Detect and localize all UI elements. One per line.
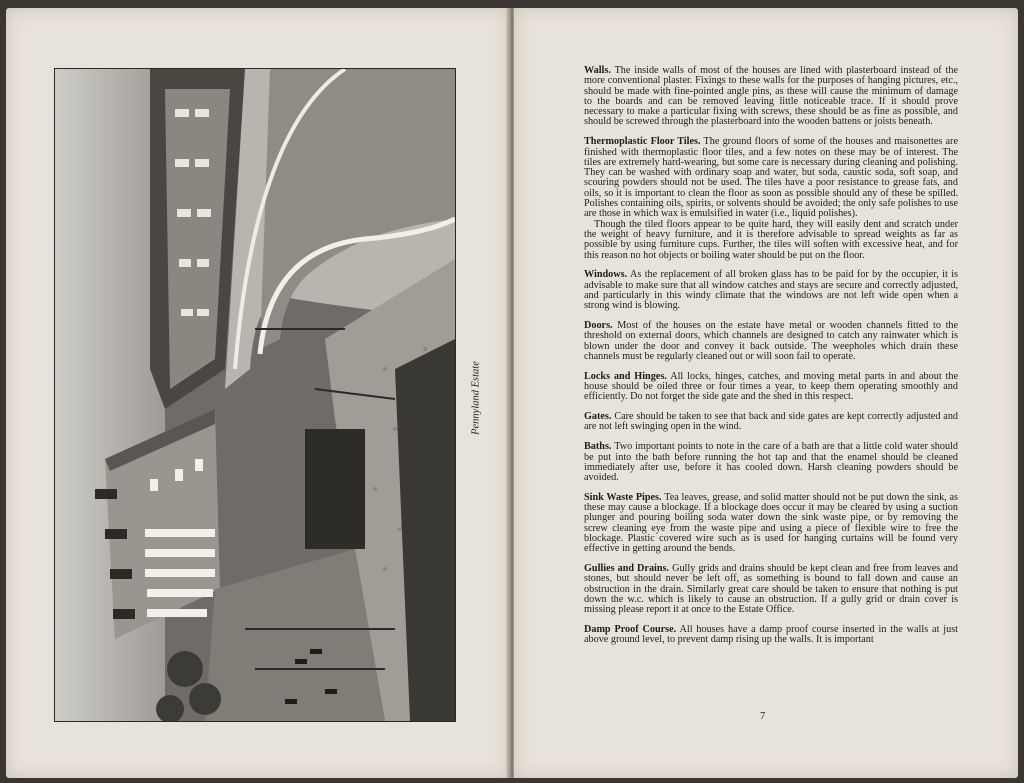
section-body: Gully grids and drains should be kept clean and free from leaves and stones, but should never be left off, as something is bound to fall down and cause an obstruction in the drain. Similarly great care should be taken to ensure that nothing is put down the w.c. which is likely to cause an obstruction. If a gully grid or drain cover is missing please report it at once to the Estate Office. <box>584 563 958 616</box>
section-body: All houses have a damp proof course inserted in the walls at just above ground level, to prevent damp rising up the walls. It is important <box>584 624 958 646</box>
text-column <box>584 66 958 655</box>
section-paragraph <box>584 625 958 646</box>
section-body: As the replacement of all broken glass has to be paid for by the occupier, it is advisable to make sure that all window catches and stays are secure and correctly adjusted, and particularly in this windy climate that the windows are not left wide open when a strong wind is blowing. <box>584 269 959 312</box>
section-doors <box>584 321 958 362</box>
section-baths <box>584 442 958 483</box>
section-damp-proof-course <box>584 625 958 646</box>
section-gullies-and-drains <box>584 564 958 615</box>
section-body: Two important points to note in the care of a bath are that a little cold water should be put into the bath before running the hot tap and that the enamel should be cleaned immediately after use, before it has cooled down. Harsh cleaning powders should be avoided. <box>584 441 958 484</box>
section-heading: Windows. <box>584 269 628 281</box>
section-walls <box>584 66 958 128</box>
section-heading: Gates. <box>584 411 612 423</box>
section-paragraph <box>584 137 958 219</box>
section-heading: Damp Proof Course. <box>584 624 677 636</box>
section-paragraph <box>584 321 958 362</box>
section-paragraph <box>584 372 958 403</box>
section-paragraph <box>584 564 958 615</box>
section-windows <box>584 270 958 311</box>
left-page <box>6 8 510 778</box>
caption-text: Pennyland Estate <box>470 361 482 435</box>
section-paragraph <box>584 66 958 128</box>
section-gates <box>584 412 958 433</box>
section-heading: Sink Waste Pipes. <box>584 491 662 503</box>
section-paragraph <box>584 442 958 483</box>
section-heading: Locks and Hinges. <box>584 370 667 382</box>
section-paragraph <box>584 412 958 433</box>
section-heading: Thermoplastic Floor Tiles. <box>584 136 701 148</box>
section-paragraph <box>584 270 958 311</box>
section-paragraph-2: Though the tiled floors appear to be quite hard, they will easily dent and scratch under the weight of heavy furniture, and it is therefore advisable to spread weights as far as possible by using furniture cups. Further, the tiles will soften with excessive heat, and for this reason no hot objects or boiling water should be put on the floor. <box>584 218 958 261</box>
section-heading: Doors. <box>584 320 613 332</box>
section-body: Tea leaves, grease, and solid matter should not be put down the sink, as these may cause a blockage. If a blockage does occur it may be cleared by using a suction plunger and pouring boiling soda water down the sink waste pipe, or by removing the screw cleaning eye from the waste pipe and using a piece of flexible wire to free the blockage. Plastic covered wire such as is used for hanging curtains will be found very effective in getting around the bends. <box>584 491 958 555</box>
section-heading: Walls. <box>584 65 611 76</box>
section-body: All locks, hinges, catches, and moving metal parts in and about the house should be oiled three or four times a year, to keep them operating smoothly and efficiently. Do not forget the side gate and the shed in this respect. <box>584 370 959 403</box>
section-body: Most of the houses on the estate have metal or wooden channels fitted to the threshold on external doors, which channels are designed to catch any rainwater which is blown under the door and convey it back outside. The weepholes which drain these channels must be regularly cleaned out or will soon fail to operate. <box>584 320 959 362</box>
photo-caption <box>464 338 488 458</box>
section-sink-waste-pipes <box>584 493 958 555</box>
estate-photograph <box>54 68 456 722</box>
section-body: Care should be taken to see that back and side gates are kept correctly adjusted and are not left swinging open in the wind. <box>584 411 959 433</box>
section-heading: Gullies and Drains. <box>584 563 670 575</box>
section-thermoplastic-floor-tiles <box>584 137 958 261</box>
section-body: The ground floors of some of the houses and maisonettes are finished with thermoplastic floor tiles, and a few notes on these may be of interest. The tiles are extremely hard-wearing, but some care is necessary during cleaning and polishing. They can be washed with ordinary soap and water, but soda, caustic soda, soft soap, and scouring powders should not be used. The tiles have a poor resistance to grease fats, and oils, so it is important to clean the floor as soon as possible should any of these be spilled. Polishes containing oils, spirits, or solvents should be avoided; the only safe polishes to use are those in which wax is emulsified in water (i.e., liquid polishes). <box>584 136 958 220</box>
section-heading: Baths. <box>584 441 612 453</box>
estate-photo-image <box>55 69 455 721</box>
section-locks-and-hinges <box>584 372 958 403</box>
section-body: The inside walls of most of the houses are lined with plasterboard instead of the more conventional plaster. Fixings to these walls for the purposes of hanging pictures, etc., should be made with fine-pointed angle pins, as these will cause the minimum of damage to the boards and can be removed leaving little noticeable trace. If it should prove necessary to make a particular fixing with screws, these should be as fine as possible, and should be screwed through the plasterboard into the wooden battens or joists beneath. <box>584 65 958 128</box>
page-number: 7 <box>760 711 766 722</box>
section-paragraph <box>584 493 958 555</box>
